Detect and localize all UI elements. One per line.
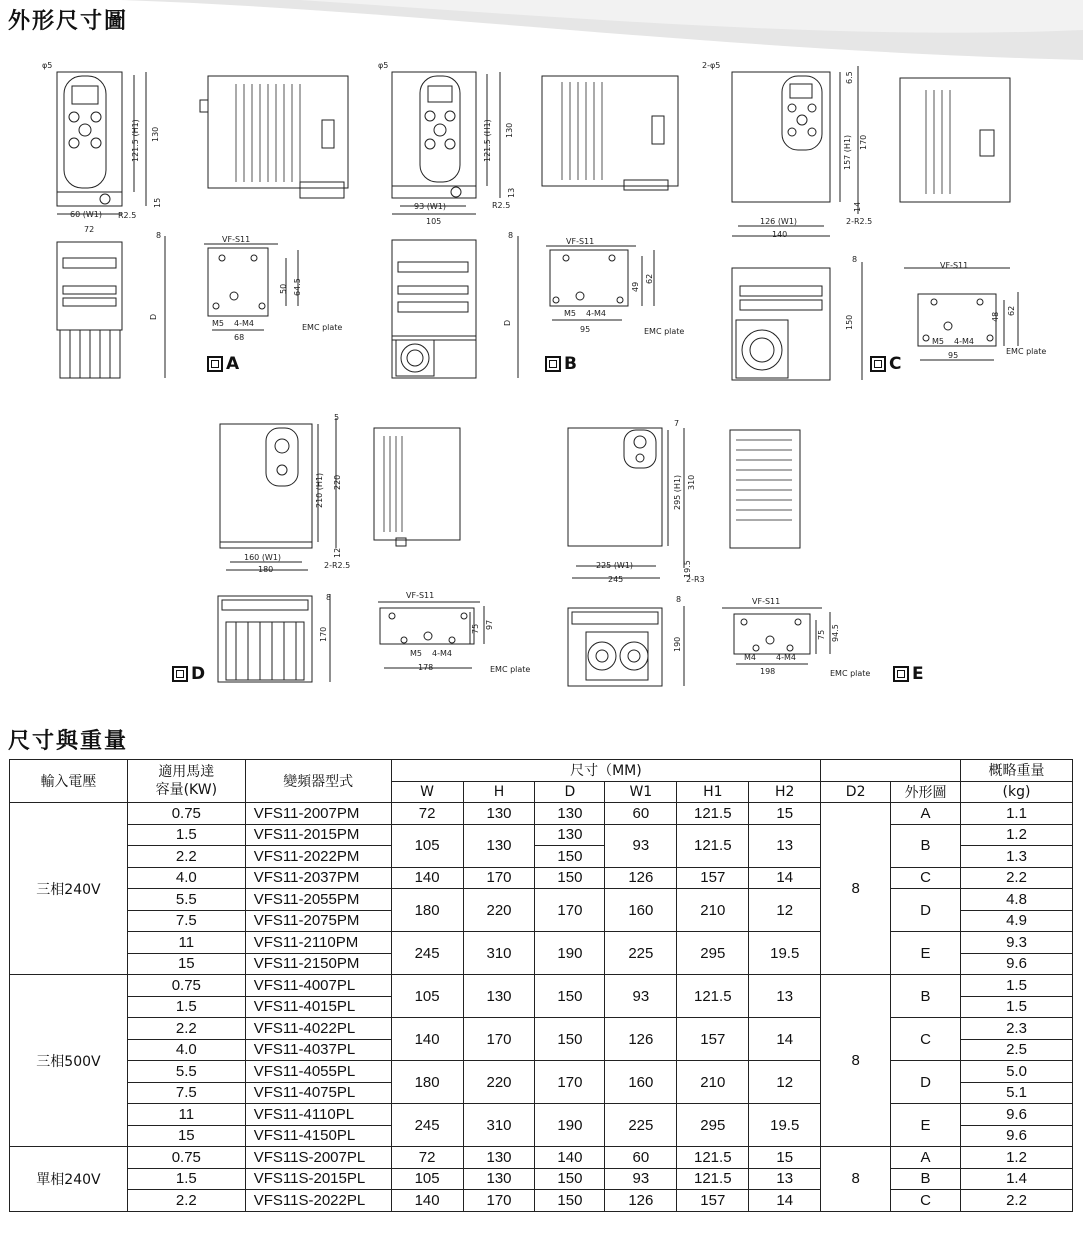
h-cell: 130 bbox=[463, 824, 535, 867]
c-ann-11: 48 bbox=[991, 311, 1000, 322]
h2-cell: 12 bbox=[749, 889, 821, 932]
model-cell: VFS11-4022PL bbox=[245, 1018, 391, 1040]
a-ann-8: D bbox=[149, 313, 158, 320]
c-ann-0: 2-φ5 bbox=[702, 61, 721, 70]
d-cell: 150 bbox=[535, 867, 605, 889]
e-ann-11: 94.5 bbox=[831, 624, 840, 642]
w-cell: 105 bbox=[391, 1168, 463, 1190]
c-ann-5: 126 (W1) bbox=[760, 217, 798, 226]
weight-cell: 1.4 bbox=[961, 1168, 1073, 1190]
c-ann-15: 95 bbox=[948, 351, 959, 360]
h1-cell: 121.5 bbox=[677, 1147, 749, 1169]
header-weight: 概略重量 bbox=[961, 760, 1073, 782]
d-cell: 130 bbox=[535, 803, 605, 825]
model-cell: VFS11S-2007PL bbox=[245, 1147, 391, 1169]
c-ann-2: 157 (H1) bbox=[843, 134, 852, 170]
kw-cell: 1.5 bbox=[127, 996, 245, 1018]
c-ann-4: 14 bbox=[853, 201, 862, 212]
figure-label-d bbox=[172, 664, 205, 684]
h2-cell: 14 bbox=[749, 1018, 821, 1061]
model-cell: VFS11-2015PM bbox=[245, 824, 391, 846]
h1-cell: 121.5 bbox=[677, 824, 749, 867]
w1-cell: 93 bbox=[605, 975, 677, 1018]
shape-cell: B bbox=[891, 1168, 961, 1190]
b-ann-5: 105 bbox=[426, 217, 442, 226]
kw-cell: 0.75 bbox=[127, 975, 245, 997]
a-ann-2: 121.5 (H1) bbox=[131, 119, 140, 162]
h2-cell: 15 bbox=[749, 1147, 821, 1169]
header-d: D bbox=[535, 781, 605, 803]
d-ann-11: 97 bbox=[485, 619, 494, 630]
shape-cell: A bbox=[891, 803, 961, 825]
b-ann-2: 130 bbox=[505, 122, 514, 138]
h-cell: 170 bbox=[463, 1018, 535, 1061]
h1-cell: 157 bbox=[677, 867, 749, 889]
w1-cell: 225 bbox=[605, 932, 677, 975]
kw-cell: 0.75 bbox=[127, 803, 245, 825]
a-ann-13: 4-M4 bbox=[234, 319, 254, 328]
h2-cell: 14 bbox=[749, 867, 821, 889]
voltage-cell: 單相240V bbox=[10, 1147, 128, 1212]
d-ann-9: VF-S11 bbox=[406, 591, 435, 600]
e-ann-13: 4-M4 bbox=[776, 653, 796, 662]
w-cell: 105 bbox=[391, 824, 463, 867]
shape-cell: E bbox=[891, 1104, 961, 1147]
d2-cell: 8 bbox=[821, 1147, 891, 1212]
c-ann-10: VF-S11 bbox=[940, 261, 969, 270]
size-weight-section-title: 尺寸與重量 bbox=[8, 729, 129, 754]
d-cell: 150 bbox=[535, 846, 605, 868]
table-row bbox=[10, 1190, 1073, 1212]
d-cell: 170 bbox=[535, 889, 605, 932]
figure-letter: D bbox=[191, 664, 206, 684]
kw-cell: 7.5 bbox=[127, 1082, 245, 1104]
weight-cell: 9.6 bbox=[961, 953, 1073, 975]
a-ann-5: 72 bbox=[84, 225, 95, 234]
h1-cell: 157 bbox=[677, 1018, 749, 1061]
b-ann-11: 62 bbox=[645, 273, 654, 284]
weight-cell: 5.1 bbox=[961, 1082, 1073, 1104]
d-ann-7: 8 bbox=[326, 593, 332, 602]
shape-cell: C bbox=[891, 1018, 961, 1061]
d-ann-5: 180 bbox=[258, 565, 274, 574]
e-ann-8: 190 bbox=[673, 636, 682, 652]
d-ann-14: 178 bbox=[418, 663, 434, 672]
c-ann-3: 170 bbox=[859, 134, 868, 150]
voltage-cell: 三相500V bbox=[10, 975, 128, 1147]
kw-cell: 11 bbox=[127, 932, 245, 954]
figure-glyph-icon bbox=[893, 666, 909, 682]
kw-cell: 0.75 bbox=[127, 1147, 245, 1169]
d-ann-4: 160 (W1) bbox=[244, 553, 282, 562]
model-cell: VFS11-2037PM bbox=[245, 867, 391, 889]
shape-cell: B bbox=[891, 824, 961, 867]
h2-cell: 13 bbox=[749, 975, 821, 1018]
model-cell: VFS11-4150PL bbox=[245, 1125, 391, 1147]
d-ann-3: 12 bbox=[333, 547, 342, 558]
figure-glyph-icon bbox=[207, 356, 223, 372]
header-w1: W1 bbox=[605, 781, 677, 803]
header-voltage: 輸入電壓 bbox=[10, 760, 128, 803]
header-shape: 外形圖 bbox=[891, 781, 961, 803]
w-cell: 245 bbox=[391, 1104, 463, 1147]
a-ann-12: M5 bbox=[212, 319, 224, 328]
w1-cell: 60 bbox=[605, 803, 677, 825]
b-ann-8: D bbox=[503, 319, 512, 326]
figure-label-e bbox=[893, 664, 924, 684]
w1-cell: 160 bbox=[605, 889, 677, 932]
h1-cell: 157 bbox=[677, 1190, 749, 1212]
figure-glyph-icon bbox=[172, 666, 188, 682]
shape-cell: A bbox=[891, 1147, 961, 1169]
model-cell: VFS11-4110PL bbox=[245, 1104, 391, 1126]
h2-cell: 19.5 bbox=[749, 932, 821, 975]
d-ann-10: 75 bbox=[471, 623, 480, 634]
table-row bbox=[10, 867, 1073, 889]
d-cell: 130 bbox=[535, 824, 605, 846]
e-ann-12: M4 bbox=[744, 653, 756, 662]
w1-cell: 60 bbox=[605, 1147, 677, 1169]
kw-cell: 1.5 bbox=[127, 824, 245, 846]
a-ann-10: 50 bbox=[279, 283, 288, 294]
a-ann-14: 68 bbox=[234, 333, 245, 342]
table-row bbox=[10, 1061, 1073, 1083]
figure-letter: A bbox=[226, 354, 240, 374]
shape-cell: E bbox=[891, 932, 961, 975]
w1-cell: 126 bbox=[605, 1018, 677, 1061]
a-ann-6: R2.5 bbox=[118, 211, 137, 220]
figure-letter: E bbox=[912, 664, 924, 684]
header-model: 變頻器型式 bbox=[245, 760, 391, 803]
e-ann-9: VF-S11 bbox=[752, 597, 781, 606]
h2-cell: 14 bbox=[749, 1190, 821, 1212]
w1-cell: 126 bbox=[605, 867, 677, 889]
table-row bbox=[10, 803, 1073, 825]
e-ann-1: 295 (H1) bbox=[673, 474, 682, 510]
header-weight-unit: (kg) bbox=[961, 781, 1073, 803]
weight-cell: 2.2 bbox=[961, 1190, 1073, 1212]
c-ann-12: 62 bbox=[1007, 305, 1016, 316]
weight-cell: 9.6 bbox=[961, 1125, 1073, 1147]
weight-cell: 1.1 bbox=[961, 803, 1073, 825]
e-ann-14: 198 bbox=[760, 667, 776, 676]
weight-cell: 4.8 bbox=[961, 889, 1073, 911]
spec-table bbox=[9, 759, 1073, 1212]
model-cell: VFS11-4007PL bbox=[245, 975, 391, 997]
a-ann-4: 60 (W1) bbox=[70, 210, 102, 219]
kw-cell: 2.2 bbox=[127, 846, 245, 868]
e-ann-2: 310 bbox=[687, 474, 696, 490]
h1-cell: 210 bbox=[677, 1061, 749, 1104]
shape-cell: C bbox=[891, 1190, 961, 1212]
weight-cell: 4.9 bbox=[961, 910, 1073, 932]
d-cell: 150 bbox=[535, 975, 605, 1018]
header-size-group: 尺寸（MM) bbox=[391, 760, 821, 782]
kw-cell: 4.0 bbox=[127, 867, 245, 889]
b-ann-1: 121.5 (H1) bbox=[483, 119, 492, 162]
b-ann-6: R2.5 bbox=[492, 201, 511, 210]
c-ann-9: 150 bbox=[845, 314, 854, 330]
w-cell: 72 bbox=[391, 1147, 463, 1169]
model-cell: VFS11-2075PM bbox=[245, 910, 391, 932]
h1-cell: 295 bbox=[677, 1104, 749, 1147]
c-ann-16: EMC plate bbox=[1006, 347, 1047, 356]
kw-cell: 1.5 bbox=[127, 1168, 245, 1190]
b-ann-0: φ5 bbox=[378, 61, 389, 70]
e-ann-6: 2-R3 bbox=[686, 575, 705, 584]
h-cell: 130 bbox=[463, 803, 535, 825]
kw-cell: 2.2 bbox=[127, 1190, 245, 1212]
weight-cell: 2.2 bbox=[961, 867, 1073, 889]
d-ann-2: 220 bbox=[333, 474, 342, 490]
b-ann-4: 93 (W1) bbox=[414, 202, 446, 211]
a-ann-1: 130 bbox=[151, 126, 160, 142]
kw-cell: 15 bbox=[127, 1125, 245, 1147]
figure-label-a bbox=[207, 354, 239, 374]
h-cell: 310 bbox=[463, 932, 535, 975]
c-ann-7: 2-R2.5 bbox=[846, 217, 873, 226]
model-cell: VFS11-4075PL bbox=[245, 1082, 391, 1104]
e-ann-7: 8 bbox=[676, 595, 682, 604]
b-ann-13: 4-M4 bbox=[586, 309, 606, 318]
kw-cell: 11 bbox=[127, 1104, 245, 1126]
c-ann-1: 6.5 bbox=[845, 71, 854, 84]
d-ann-1: 210 (H1) bbox=[315, 472, 324, 508]
h2-cell: 12 bbox=[749, 1061, 821, 1104]
h-cell: 220 bbox=[463, 1061, 535, 1104]
w-cell: 140 bbox=[391, 1190, 463, 1212]
h-cell: 170 bbox=[463, 867, 535, 889]
d-cell: 140 bbox=[535, 1147, 605, 1169]
w1-cell: 93 bbox=[605, 824, 677, 867]
w1-cell: 160 bbox=[605, 1061, 677, 1104]
d-ann-8: 170 bbox=[319, 626, 328, 642]
d-cell: 150 bbox=[535, 1190, 605, 1212]
weight-cell: 1.5 bbox=[961, 975, 1073, 997]
kw-cell: 2.2 bbox=[127, 1018, 245, 1040]
weight-cell: 5.0 bbox=[961, 1061, 1073, 1083]
model-cell: VFS11S-2022PL bbox=[245, 1190, 391, 1212]
model-cell: VFS11-2110PM bbox=[245, 932, 391, 954]
h-cell: 130 bbox=[463, 975, 535, 1018]
a-ann-9: VF-S11 bbox=[222, 235, 251, 244]
w-cell: 180 bbox=[391, 889, 463, 932]
e-ann-10: 75 bbox=[817, 629, 826, 640]
header-motor-capacity: 適用馬達 容量(KW) bbox=[127, 760, 245, 803]
header-d2: D2 bbox=[821, 781, 891, 803]
model-cell: VFS11-2055PM bbox=[245, 889, 391, 911]
d-ann-15: EMC plate bbox=[490, 665, 531, 674]
e-ann-4: 225 (W1) bbox=[596, 561, 634, 570]
h2-cell: 13 bbox=[749, 824, 821, 867]
b-ann-9: VF-S11 bbox=[566, 237, 595, 246]
dimensions-section-title: 外形尺寸圖 bbox=[8, 9, 129, 34]
weight-cell: 1.5 bbox=[961, 996, 1073, 1018]
table-row bbox=[10, 975, 1073, 997]
table-row bbox=[10, 1104, 1073, 1126]
h2-cell: 13 bbox=[749, 1168, 821, 1190]
d-cell: 190 bbox=[535, 1104, 605, 1147]
h1-cell: 210 bbox=[677, 889, 749, 932]
d-ann-12: M5 bbox=[410, 649, 422, 658]
h-cell: 170 bbox=[463, 1190, 535, 1212]
header-blank bbox=[821, 760, 961, 782]
w1-cell: 126 bbox=[605, 1190, 677, 1212]
figure-letter: B bbox=[564, 354, 577, 374]
figure-glyph-icon bbox=[870, 356, 886, 372]
shape-cell: B bbox=[891, 975, 961, 1018]
figure-glyph-icon bbox=[545, 356, 561, 372]
w-cell: 140 bbox=[391, 1018, 463, 1061]
figure-letter: C bbox=[889, 354, 902, 374]
figure-label-b bbox=[545, 354, 577, 374]
w1-cell: 225 bbox=[605, 1104, 677, 1147]
weight-cell: 1.2 bbox=[961, 824, 1073, 846]
figure-e-drawings bbox=[568, 428, 830, 686]
header-h: H bbox=[463, 781, 535, 803]
model-cell: VFS11-4037PL bbox=[245, 1039, 391, 1061]
b-ann-12: M5 bbox=[564, 309, 576, 318]
kw-cell: 5.5 bbox=[127, 1061, 245, 1083]
h1-cell: 121.5 bbox=[677, 1168, 749, 1190]
e-ann-0: 7 bbox=[674, 419, 680, 428]
weight-cell: 2.5 bbox=[961, 1039, 1073, 1061]
d-cell: 150 bbox=[535, 1018, 605, 1061]
shape-cell: C bbox=[891, 867, 961, 889]
d-cell: 170 bbox=[535, 1061, 605, 1104]
d-cell: 150 bbox=[535, 1168, 605, 1190]
b-ann-3: 13 bbox=[507, 187, 516, 198]
h-cell: 220 bbox=[463, 889, 535, 932]
b-ann-15: EMC plate bbox=[644, 327, 685, 336]
d-ann-13: 4-M4 bbox=[432, 649, 452, 658]
b-ann-10: 49 bbox=[631, 281, 640, 292]
a-ann-3: 15 bbox=[153, 197, 162, 208]
kw-cell: 4.0 bbox=[127, 1039, 245, 1061]
e-ann-15: EMC plate bbox=[830, 669, 871, 678]
w-cell: 105 bbox=[391, 975, 463, 1018]
h2-cell: 19.5 bbox=[749, 1104, 821, 1147]
voltage-cell: 三相240V bbox=[10, 803, 128, 975]
figure-d-drawings bbox=[218, 418, 484, 682]
kw-cell: 7.5 bbox=[127, 910, 245, 932]
kw-cell: 5.5 bbox=[127, 889, 245, 911]
a-ann-15: EMC plate bbox=[302, 323, 343, 332]
w-cell: 72 bbox=[391, 803, 463, 825]
e-ann-3: 19.5 bbox=[683, 560, 692, 578]
model-cell: VFS11-2022PM bbox=[245, 846, 391, 868]
weight-cell: 1.2 bbox=[961, 1147, 1073, 1169]
model-cell: VFS11-4015PL bbox=[245, 996, 391, 1018]
figure-label-c bbox=[870, 354, 901, 374]
w1-cell: 93 bbox=[605, 1168, 677, 1190]
shape-cell: D bbox=[891, 1061, 961, 1104]
w-cell: 245 bbox=[391, 932, 463, 975]
h2-cell: 15 bbox=[749, 803, 821, 825]
h-cell: 310 bbox=[463, 1104, 535, 1147]
h-cell: 130 bbox=[463, 1147, 535, 1169]
weight-cell: 1.3 bbox=[961, 846, 1073, 868]
c-ann-14: 4-M4 bbox=[954, 337, 974, 346]
weight-cell: 2.3 bbox=[961, 1018, 1073, 1040]
c-ann-6: 140 bbox=[772, 230, 788, 239]
d2-cell: 8 bbox=[821, 803, 891, 975]
weight-cell: 9.3 bbox=[961, 932, 1073, 954]
model-cell: VFS11S-2015PL bbox=[245, 1168, 391, 1190]
a-ann-7: 8 bbox=[156, 231, 162, 240]
figure-a-drawings bbox=[57, 72, 348, 378]
h1-cell: 121.5 bbox=[677, 803, 749, 825]
b-ann-7: 8 bbox=[508, 231, 514, 240]
kw-cell: 15 bbox=[127, 953, 245, 975]
shape-cell: D bbox=[891, 889, 961, 932]
w-cell: 180 bbox=[391, 1061, 463, 1104]
e-ann-5: 245 bbox=[608, 575, 624, 584]
a-ann-0: φ5 bbox=[42, 61, 53, 70]
table-row bbox=[10, 1168, 1073, 1190]
model-cell: VFS11-2007PM bbox=[245, 803, 391, 825]
d-ann-6: 2-R2.5 bbox=[324, 561, 351, 570]
c-ann-13: M5 bbox=[932, 337, 944, 346]
table-row bbox=[10, 824, 1073, 846]
d2-cell: 8 bbox=[821, 975, 891, 1147]
header-h1: H1 bbox=[677, 781, 749, 803]
table-row bbox=[10, 889, 1073, 911]
h-cell: 130 bbox=[463, 1168, 535, 1190]
table-row bbox=[10, 1018, 1073, 1040]
w-cell: 140 bbox=[391, 867, 463, 889]
d-cell: 190 bbox=[535, 932, 605, 975]
weight-cell: 9.6 bbox=[961, 1104, 1073, 1126]
h1-cell: 121.5 bbox=[677, 975, 749, 1018]
model-cell: VFS11-4055PL bbox=[245, 1061, 391, 1083]
h1-cell: 295 bbox=[677, 932, 749, 975]
c-ann-8: 8 bbox=[852, 255, 858, 264]
header-h2: H2 bbox=[749, 781, 821, 803]
a-ann-11: 64.5 bbox=[293, 278, 302, 296]
model-cell: VFS11-2150PM bbox=[245, 953, 391, 975]
b-ann-14: 95 bbox=[580, 325, 591, 334]
table-row bbox=[10, 932, 1073, 954]
header-w: W bbox=[391, 781, 463, 803]
table-row bbox=[10, 1147, 1073, 1169]
d-ann-0: 5 bbox=[334, 413, 340, 422]
